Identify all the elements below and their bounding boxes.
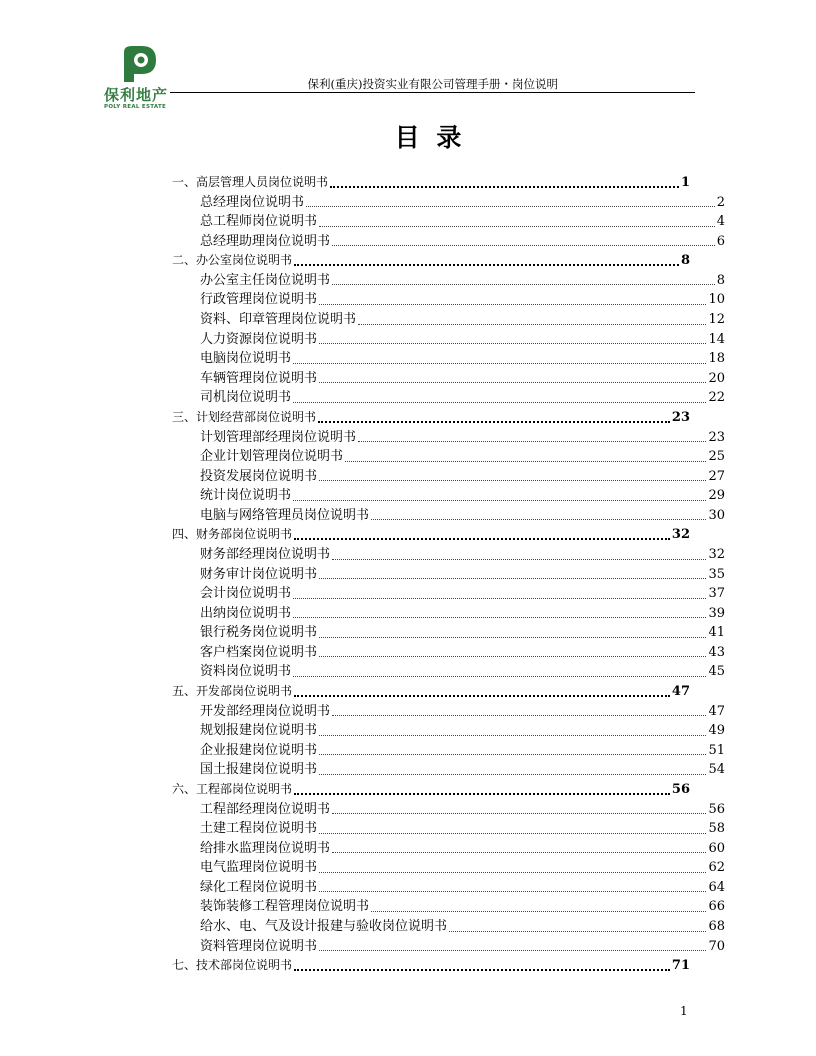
toc-entry-label: 司机岗位说明书 [200,390,292,406]
dot-leader [293,500,706,501]
dot-leader [319,304,706,305]
toc-page-number: 70 [708,938,725,954]
toc-page-number: 8 [680,253,690,269]
toc-page-number: 43 [708,644,725,660]
toc-page-number: 23 [708,429,725,445]
toc-section[interactable] [172,408,690,428]
dot-leader [319,833,706,834]
dot-leader [358,441,706,442]
toc-entry-label: 国土报建岗位说明书 [200,762,318,778]
toc-entry[interactable] [200,330,725,350]
toc-entry-label: 办公室主任岗位说明书 [200,272,331,288]
toc-entry[interactable] [200,290,725,310]
toc-entry-label: 土建工程岗位说明书 [200,821,318,837]
toc-entry[interactable] [200,643,725,663]
toc-entry-label: 电气监理岗位说明书 [200,860,318,876]
toc-section-label: 三、计划经营部岗位说明书 [172,409,317,424]
toc-entry[interactable] [200,937,725,957]
dot-leader [319,343,706,344]
dot-leader [332,852,706,853]
toc-entry-label: 资料岗位说明书 [200,664,292,680]
toc-section-label: 五、开发部岗位说明书 [172,684,293,699]
logo-english-text: POLY REAL ESTATE [104,104,167,110]
dot-leader [319,656,706,657]
toc-page-number: 56 [708,801,725,817]
toc-entry-label: 出纳岗位说明书 [200,605,292,621]
toc-entry-label: 电脑岗位说明书 [200,351,292,367]
toc-entry-label: 总经理岗位说明书 [200,194,305,210]
toc-section-label: 六、工程部岗位说明书 [172,781,293,796]
toc-page-number: 14 [708,331,725,347]
toc-entry-label: 总工程师岗位说明书 [200,214,318,230]
toc-entry[interactable] [200,839,725,859]
toc-entry[interactable] [200,486,725,506]
header-rule [170,92,695,93]
toc-entry[interactable] [200,388,725,408]
toc-page-number: 10 [708,292,725,308]
toc-page-number: 47 [671,684,690,700]
toc-entry[interactable] [200,369,725,389]
toc-page-number: 30 [708,507,725,523]
logo-p-icon [118,44,158,84]
toc-entry[interactable] [200,721,725,741]
toc-entry-label: 财务审计岗位说明书 [200,566,318,582]
toc-page-number: 58 [708,821,725,837]
toc-page-number: 45 [708,664,725,680]
toc-section-label: 七、技术部岗位说明书 [172,958,293,973]
dot-leader [319,891,706,892]
toc-page-number: 29 [708,488,725,504]
toc-entry-label: 企业报建岗位说明书 [200,742,318,758]
toc-section[interactable] [172,780,690,800]
company-logo [100,44,174,114]
toc-entry-label: 开发部经理岗位说明书 [200,703,331,719]
toc-page-number: 2 [716,194,725,210]
toc-page-number: 47 [708,703,725,719]
toc-page-number: 68 [708,918,725,934]
toc-page-number: 64 [708,879,725,895]
dot-leader [318,421,670,423]
page-number: 1 [680,1004,688,1018]
toc-entry-label: 会计岗位说明书 [200,586,292,602]
toc-entry-label: 给水、电、气及设计报建与验收岗位说明书 [200,918,448,934]
toc-entry[interactable] [200,878,725,898]
toc-entry-label: 计划管理部经理岗位说明书 [200,429,357,445]
dot-leader [293,402,706,403]
toc-section-label: 四、财务部岗位说明书 [172,527,293,542]
table-of-contents [172,173,725,976]
dot-leader [293,598,706,599]
toc-entry-label: 行政管理岗位说明书 [200,292,318,308]
toc-entry-label: 人力资源岗位说明书 [200,331,318,347]
dot-leader [319,872,706,873]
toc-page-number: 56 [671,781,690,797]
toc-entry[interactable] [200,545,725,565]
toc-entry[interactable] [200,271,725,291]
toc-page-number: 66 [708,899,725,915]
toc-entry-label: 电脑与网络管理员岗位说明书 [200,507,370,523]
toc-page-number: 41 [708,625,725,641]
toc-entry-label: 银行税务岗位说明书 [200,625,318,641]
dot-leader [294,969,670,971]
toc-entry[interactable] [200,858,725,878]
dot-leader [306,206,715,207]
toc-entry[interactable] [200,467,725,487]
toc-entry[interactable] [200,897,725,917]
dot-leader [294,793,670,795]
toc-section[interactable] [172,525,690,545]
dot-leader [319,480,706,481]
toc-page-number: 1 [680,175,690,190]
dot-leader [319,950,706,951]
toc-entry[interactable] [200,428,725,448]
toc-entry[interactable] [200,917,725,937]
toc-page-number: 22 [708,390,725,406]
toc-entry[interactable] [200,741,725,761]
toc-entry-label: 绿化工程岗位说明书 [200,879,318,895]
dot-leader [319,754,706,755]
dot-leader [319,735,706,736]
toc-entry-label: 投资发展岗位说明书 [200,468,318,484]
toc-page-number: 39 [708,605,725,621]
toc-entry-label: 财务部经理岗位说明书 [200,546,331,562]
toc-entry[interactable] [200,760,725,780]
dot-leader [449,931,706,932]
toc-page-number: 32 [671,527,690,543]
dot-leader [294,264,679,266]
toc-page-number: 8 [716,272,725,288]
dot-leader [358,324,706,325]
toc-entry-label: 总经理助理岗位说明书 [200,233,331,249]
dot-leader [332,559,706,560]
dot-leader [294,695,670,697]
toc-page-number: 27 [708,468,725,484]
dot-leader [332,813,706,814]
toc-page-number: 20 [708,370,725,386]
toc-page-number: 49 [708,723,725,739]
toc-page-number: 6 [716,233,725,249]
toc-page-number: 71 [671,958,690,974]
dot-leader [332,284,715,285]
toc-entry-label: 客户档案岗位说明书 [200,644,318,660]
toc-page-number: 51 [708,742,725,758]
toc-entry-label: 企业计划管理岗位说明书 [200,449,344,465]
dot-leader [293,617,706,618]
dot-leader [332,715,706,716]
toc-section[interactable] [172,173,690,193]
toc-entry-label: 车辆管理岗位说明书 [200,370,318,386]
dot-leader [330,186,679,188]
toc-entry[interactable] [200,702,725,722]
dot-leader [319,226,715,227]
toc-page-number: 18 [708,351,725,367]
toc-page-number: 62 [708,860,725,876]
toc-entry[interactable] [200,565,725,585]
toc-section[interactable] [172,956,690,976]
toc-entry-label: 统计岗位说明书 [200,488,292,504]
dot-leader [319,382,706,383]
toc-page-number: 4 [716,214,725,230]
toc-entry[interactable] [200,212,725,232]
toc-entry[interactable] [200,193,725,213]
toc-entry[interactable] [200,349,725,369]
dot-leader [293,363,706,364]
toc-section[interactable] [172,251,690,271]
toc-section[interactable] [172,682,690,702]
toc-entry[interactable] [200,447,725,467]
toc-entry[interactable] [200,310,725,330]
toc-entry-label: 资料、印章管理岗位说明书 [200,312,357,328]
dot-leader [345,461,706,462]
toc-entry[interactable] [200,800,725,820]
dot-leader [319,578,706,579]
dot-leader [319,774,706,775]
toc-entry[interactable] [200,604,725,624]
toc-entry[interactable] [200,819,725,839]
dot-leader [332,245,715,246]
dot-leader [371,519,706,520]
toc-page-number: 23 [671,409,690,425]
toc-page-number: 32 [708,546,725,562]
toc-section-label: 一、高层管理人员岗位说明书 [172,175,329,189]
toc-entry-label: 资料管理岗位说明书 [200,938,318,954]
toc-entry-label: 装饰装修工程管理岗位说明书 [200,899,370,915]
running-header: 保利(重庆)投资实业有限公司管理手册・岗位说明 [307,77,558,91]
toc-entry[interactable] [200,623,725,643]
toc-section-label: 二、办公室岗位说明书 [172,253,293,268]
toc-page-number: 35 [708,566,725,582]
logo-chinese-text: 保利地产 [104,86,169,104]
toc-page-number: 60 [708,840,725,856]
toc-page-number: 37 [708,586,725,602]
toc-entry[interactable] [200,506,725,526]
dot-leader [371,911,706,912]
toc-entry-label: 规划报建岗位说明书 [200,723,318,739]
toc-page-number: 25 [708,449,725,465]
dot-leader [319,637,706,638]
toc-entry[interactable] [200,232,725,252]
dot-leader [294,538,670,540]
toc-entry-label: 给排水监理岗位说明书 [200,840,331,856]
toc-entry-label: 工程部经理岗位说明书 [200,801,331,817]
toc-page-number: 12 [708,312,725,328]
toc-entry[interactable] [200,584,725,604]
dot-leader [293,676,706,677]
toc-entry[interactable] [200,662,725,682]
toc-page-number: 54 [708,762,725,778]
page-title: 目 录 [394,123,466,152]
